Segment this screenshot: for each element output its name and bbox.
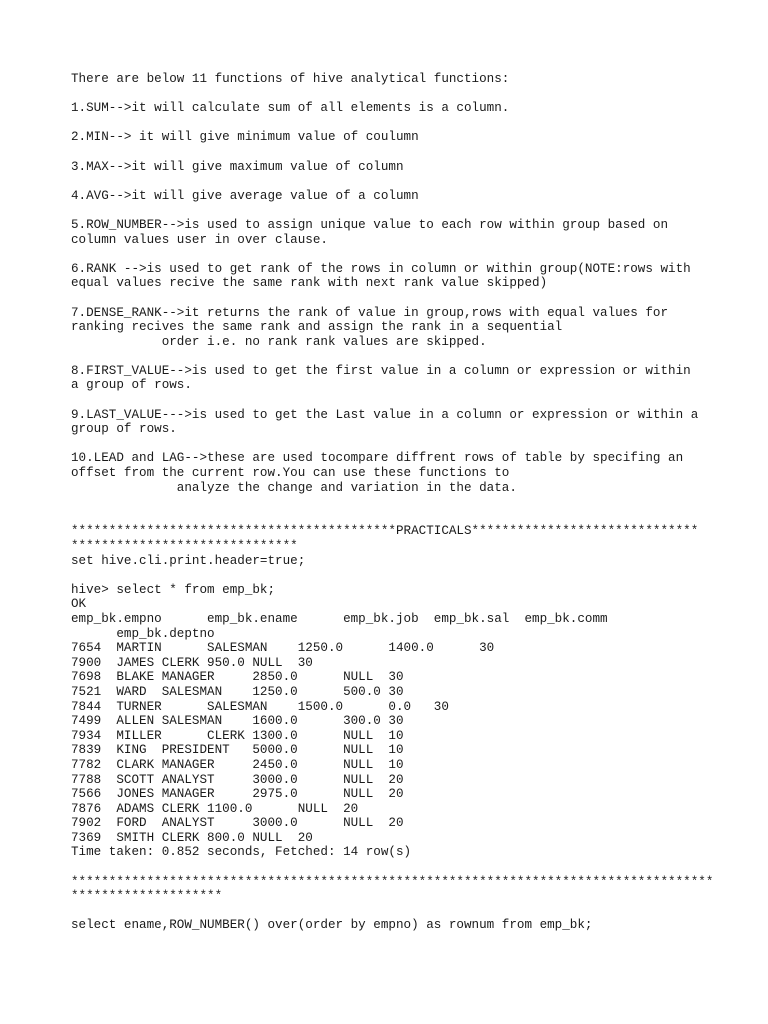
table-row: 7566 JONES MANAGER 2975.0 NULL 20 xyxy=(71,787,404,802)
function-line: ranking recives the same rank and assign the rank in a sequential xyxy=(71,320,563,335)
function-line: 9.LAST_VALUE--->is used to get the Last value in a column or expression or within a xyxy=(71,407,699,422)
table-row: 7900 JAMES CLERK 950.0 NULL 30 xyxy=(71,655,313,670)
table-row: 7844 TURNER SALESMAN 1500.0 0.0 30 xyxy=(71,699,449,714)
divider xyxy=(71,875,751,904)
function-line: 6.RANK -->is used to get rank of the rows in column or within group(NOTE:rows with xyxy=(71,261,691,276)
table-row: 7369 SMITH CLERK 800.0 NULL 20 xyxy=(71,830,313,845)
function-max xyxy=(71,160,751,175)
intro-text: There are below 11 functions of hive analytical functions: xyxy=(71,72,510,86)
function-lead-lag xyxy=(71,451,751,495)
table-row: 7934 MILLER CLERK 1300.0 NULL 10 xyxy=(71,728,404,743)
set-header-command: set hive.cli.print.header=true; xyxy=(71,553,306,568)
table-row: 7788 SCOTT ANALYST 3000.0 NULL 20 xyxy=(71,772,404,787)
table-row: 7499 ALLEN SALESMAN 1600.0 300.0 30 xyxy=(71,714,404,729)
table-row: 7839 KING PRESIDENT 5000.0 NULL 10 xyxy=(71,743,404,758)
table-row: 7902 FORD ANALYST 3000.0 NULL 20 xyxy=(71,816,404,831)
banner-line: ****************************** xyxy=(71,539,298,553)
ok-status: OK xyxy=(71,597,87,612)
function-line: 1.SUM-->it will calculate sum of all elements is a column. xyxy=(71,101,510,116)
result-header: emp_bk.empno emp_bk.ename emp_bk.job emp_bk.sal emp_bk.comm xyxy=(71,611,608,626)
function-line: offset from the current row.You can use these functions to xyxy=(71,466,510,481)
function-line: order i.e. no rank rank values are skipped. xyxy=(71,334,487,349)
function-line: 8.FIRST_VALUE-->is used to get the first value in a column or expression or within xyxy=(71,363,691,378)
function-line: group of rows. xyxy=(71,422,177,437)
function-line: column values user in over clause. xyxy=(71,232,328,247)
function-line: a group of rows. xyxy=(71,378,192,393)
function-last-value xyxy=(71,408,751,437)
function-line: equal values recive the same rank with next rank value skipped) xyxy=(71,276,548,291)
practicals-banner xyxy=(71,524,751,553)
function-min xyxy=(71,130,751,145)
function-line: analyze the change and variation in the data. xyxy=(71,480,517,495)
table-row: 7654 MARTIN SALESMAN 1250.0 1400.0 30 xyxy=(71,641,495,656)
function-line: 10.LEAD and LAG-->these are used tocompare diffrent rows of table by specifing an xyxy=(71,451,684,466)
rownum-query: select ename,ROW_NUMBER() over(order by empno) as rownum from emp_bk; xyxy=(71,918,593,933)
hive-query: hive> select * from emp_bk; xyxy=(71,582,276,597)
divider-line: ************************************************************************************* xyxy=(71,874,714,889)
time-taken: Time taken: 0.852 seconds, Fetched: 14 row(s) xyxy=(71,845,412,860)
function-line: 3.MAX-->it will give maximum value of column xyxy=(71,159,404,174)
result-header: emp_bk.deptno xyxy=(71,626,215,641)
table-row: 7782 CLARK MANAGER 2450.0 NULL 10 xyxy=(71,757,404,772)
function-line: 2.MIN--> it will give minimum value of coulumn xyxy=(71,130,419,145)
function-row-number xyxy=(71,218,751,247)
function-sum xyxy=(71,101,751,116)
query-output xyxy=(71,583,751,860)
table-row: 7521 WARD SALESMAN 1250.0 500.0 30 xyxy=(71,684,404,699)
function-first-value xyxy=(71,364,751,393)
table-row: 7698 BLAKE MANAGER 2850.0 NULL 30 xyxy=(71,670,404,685)
function-dense-rank xyxy=(71,306,751,350)
divider-line: ******************** xyxy=(71,889,223,904)
function-rank xyxy=(71,262,751,291)
function-avg xyxy=(71,189,751,204)
document-page xyxy=(71,72,751,933)
function-line: 4.AVG-->it will give average value of a column xyxy=(71,188,419,203)
function-line: 5.ROW_NUMBER-->is used to assign unique value to each row within group based on xyxy=(71,217,669,232)
function-line: 7.DENSE_RANK-->it returns the rank of value in group,rows with equal values for xyxy=(71,305,669,320)
banner-line: *******************************************PRACTICALS****************************** xyxy=(71,524,699,539)
table-row: 7876 ADAMS CLERK 1100.0 NULL 20 xyxy=(71,801,359,816)
